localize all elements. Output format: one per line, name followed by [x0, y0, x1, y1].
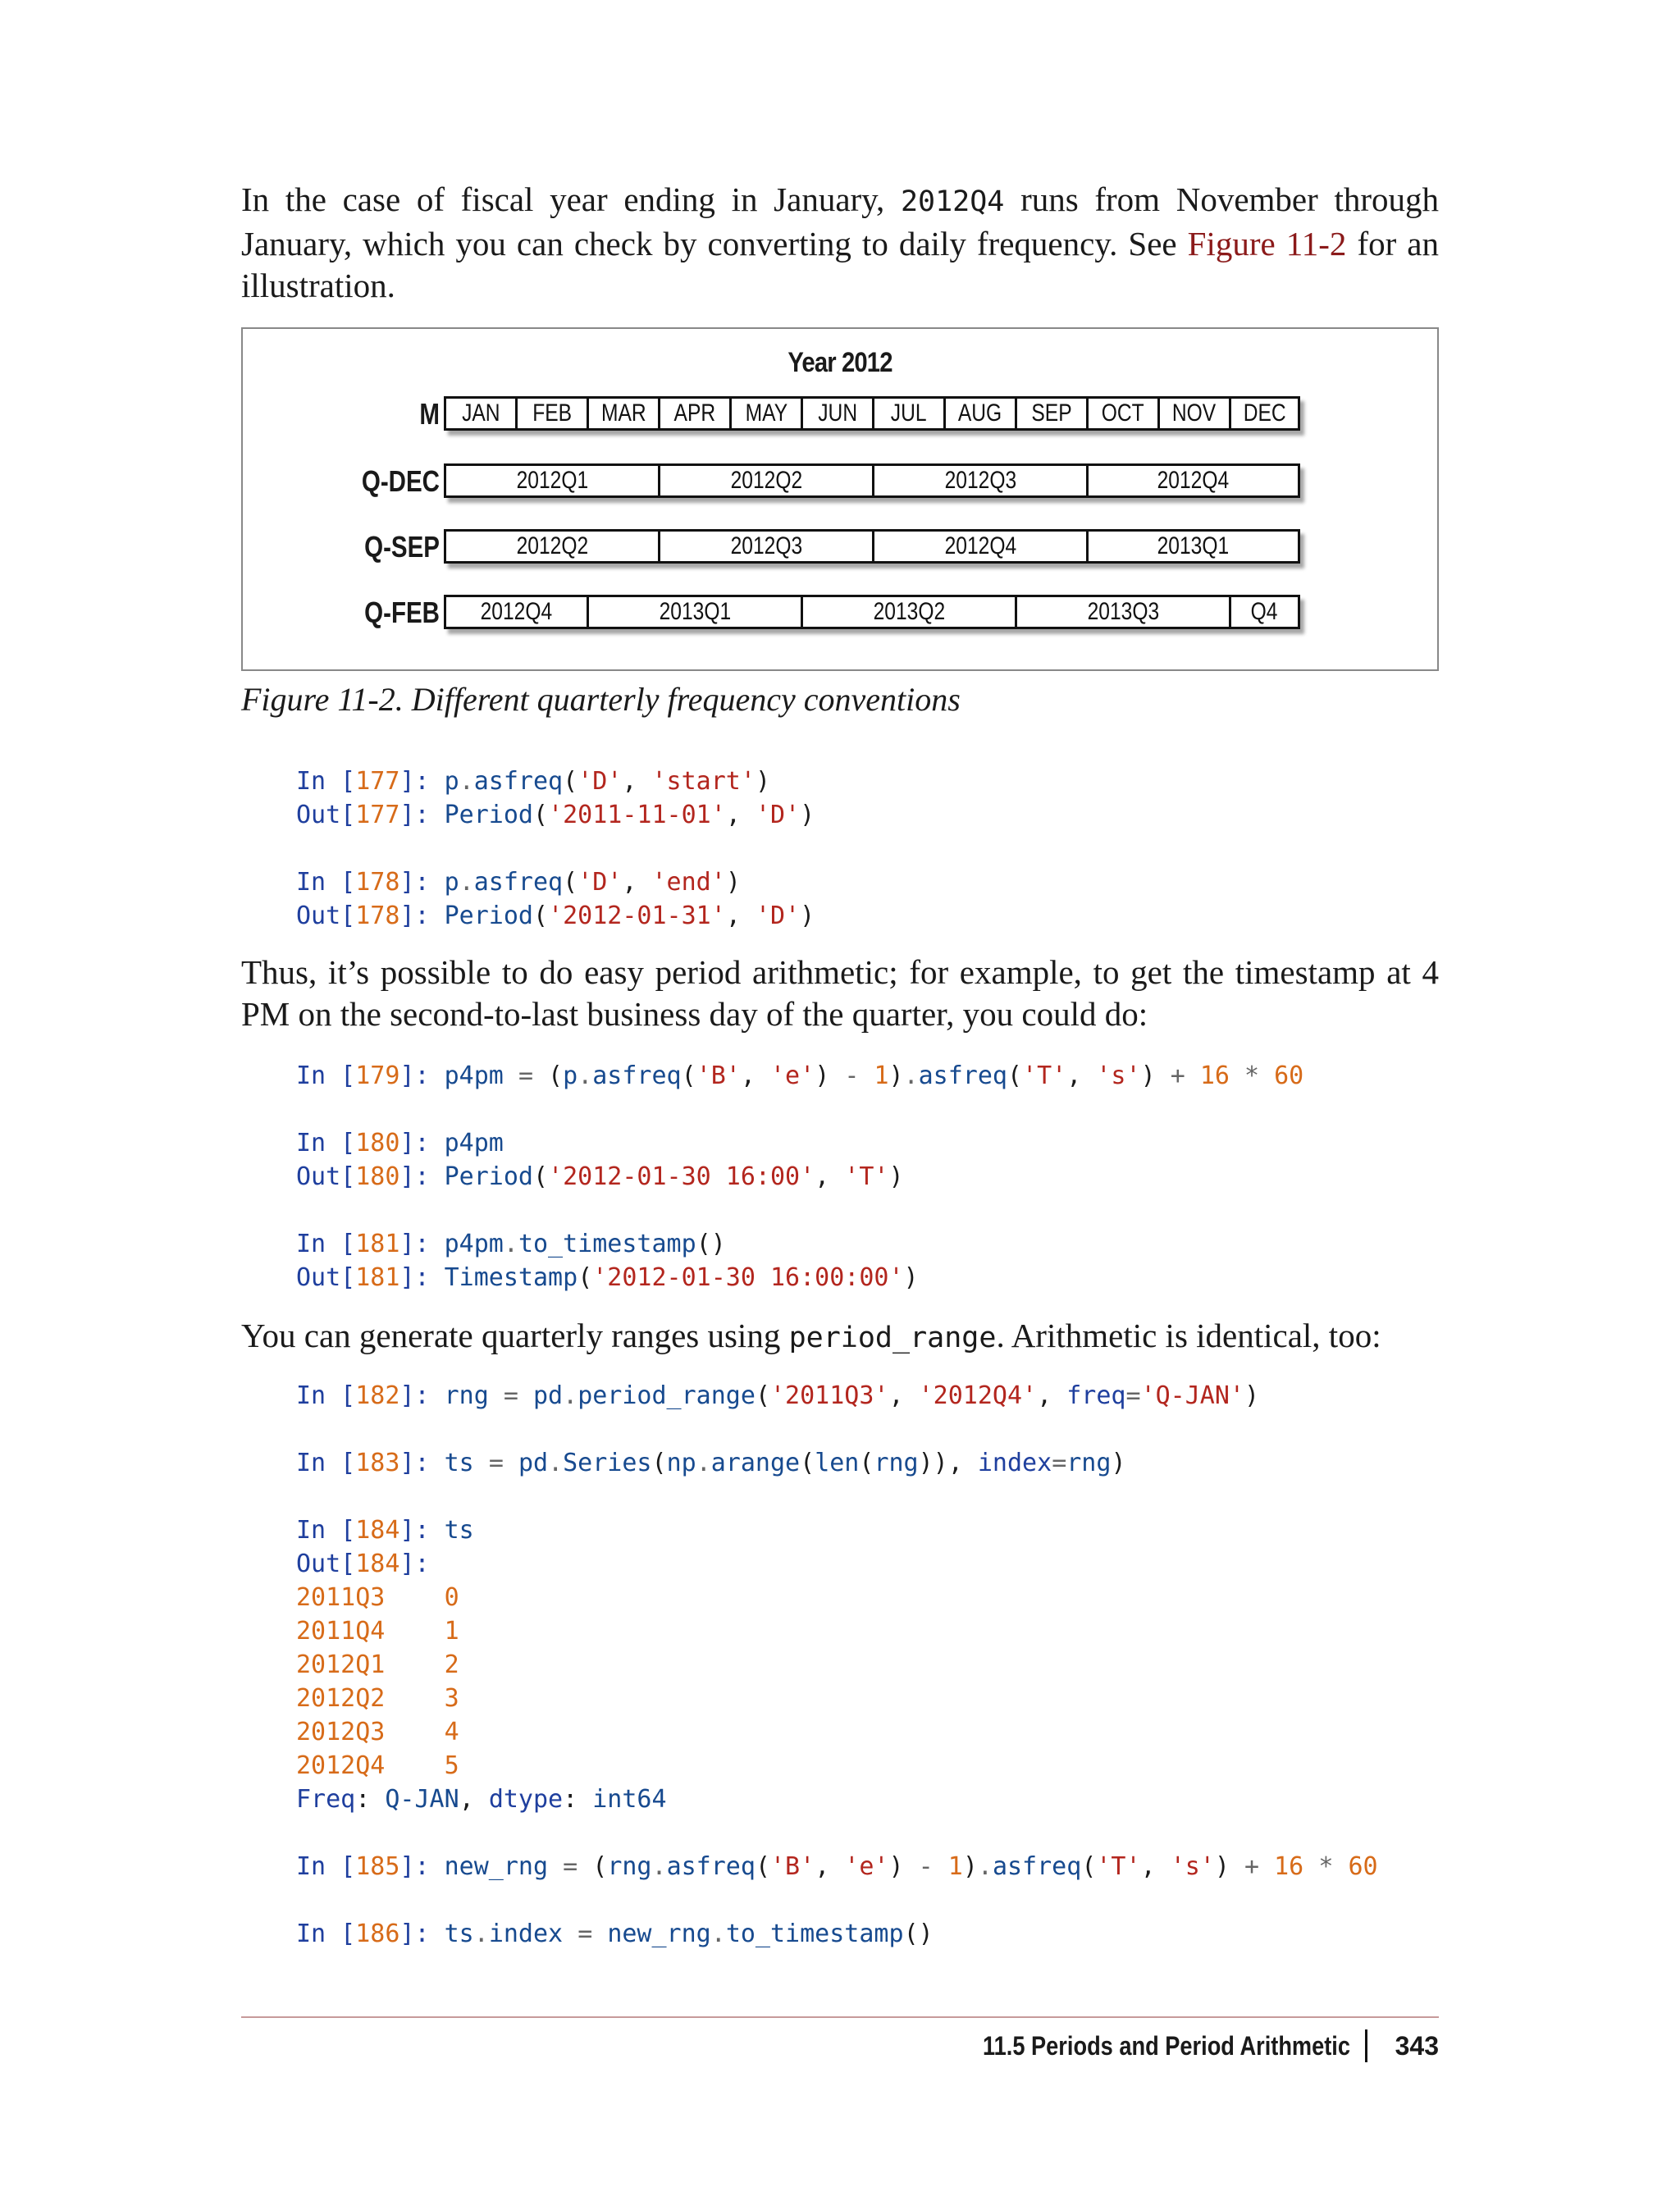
page-number: 343 — [1395, 2030, 1439, 2061]
quarter-cell: 2012Q1 — [446, 466, 660, 495]
quarter-cell: 2012Q2 — [660, 466, 874, 495]
quarter-cell: 2012Q3 — [660, 532, 874, 561]
q-dec-bar — [444, 463, 1300, 498]
page-footer — [918, 2029, 1439, 2062]
quarter-cell: 2013Q1 — [589, 597, 803, 627]
figure-caption: Figure 11-2. Different quarterly frequency conventions — [241, 681, 961, 718]
month-cell: JUL — [874, 399, 946, 428]
inline-code: period_range — [788, 1322, 997, 1354]
row-label-q-sep: Q-SEP — [364, 530, 440, 564]
quarter-cell: 2013Q3 — [1017, 597, 1231, 627]
intro-paragraph: In the case of fiscal year ending in January, 2012Q4 runs from November through January, which you can check by converting to daily frequency. See Figure 11-2 for an illustration. — [241, 180, 1440, 304]
inline-code: 2012Q4 — [900, 185, 1005, 218]
month-cell: JAN — [446, 399, 518, 428]
period-range-paragraph: You can generate quarterly ranges using period_range. Arithmetic is identical, too: — [241, 1317, 1381, 1354]
month-cell: MAY — [732, 399, 803, 428]
figure-title: Year 2012 — [788, 347, 892, 378]
month-cell: NOV — [1160, 399, 1231, 428]
q-feb-bar — [444, 595, 1300, 629]
footer-separator — [1365, 2029, 1367, 2062]
month-cell: SEP — [1017, 399, 1089, 428]
quarter-cell: 2012Q4 — [1157, 467, 1230, 494]
month-cell: APR — [660, 399, 732, 428]
q-sep-bar — [444, 529, 1300, 564]
quarter-cell: 2012Q3 — [874, 466, 1089, 495]
month-cell: OCT — [1089, 399, 1160, 428]
row-label-q-dec: Q-DEC — [361, 464, 440, 498]
footer-section-title: 11.5 Periods and Period Arithmetic — [982, 2030, 1350, 2061]
month-cell: AUG — [946, 399, 1017, 428]
quarter-cell: 2012Q2 — [446, 532, 660, 561]
month-cell: MAR — [589, 399, 660, 428]
footer-rule — [241, 2016, 1439, 2018]
month-cell: FEB — [518, 399, 589, 428]
row-label-q-feb: Q-FEB — [364, 596, 440, 629]
figure-quarterly-conventions — [241, 327, 1439, 671]
quarter-cell: 2013Q1 — [1157, 532, 1230, 559]
quarter-cell: 2012Q4 — [874, 532, 1089, 561]
arithmetic-paragraph: Thus, it’s possible to do easy period arithmetic; for example, to get the timestamp at 4 PM on the second-to-last business day of the quarter, you could do: — [241, 953, 1439, 1033]
quarter-cell: 2012Q4 — [446, 597, 589, 627]
quarter-cell: 2013Q2 — [803, 597, 1017, 627]
month-cell: DEC — [1243, 399, 1286, 427]
code-block-asfreq: In [177]: p.asfreq('D', 'start') Out[177]: Period('2011-11-01', 'D') In [178]: p.asfreq('D', 'end') Out[178]: Period('2012-01-31', 'D') — [296, 767, 815, 930]
quarter-cell: Q4 — [1251, 598, 1278, 625]
row-label-m: M — [419, 397, 440, 431]
figure-link[interactable]: Figure 11-2 — [1187, 225, 1347, 262]
month-bar — [444, 396, 1300, 431]
code-block-p4pm: In [179]: p4pm = (p.asfreq('B', 'e') - 1).asfreq('T', 's') + 16 * 60 In [180]: p4pm Out[180]: Period('2012-01-30 16:00', 'T') In [181]: p4pm.to_timestamp() Out[181]: Timestamp('2012-01-30 16:00:00') — [296, 1061, 1304, 1292]
month-cell: JUN — [803, 399, 874, 428]
code-block-period-range: In [182]: rng = pd.period_range('2011Q3', '2012Q4', freq='Q-JAN') In [183]: ts = pd.Series(np.arange(len(rng)), index=rng) In [184]: ts Out[184]: 2011Q3 0 2011Q4 1 2012Q1 2 2012Q2 3 2012Q3 4 2012Q4 5 Freq: Q-JAN, dtype: int64 In [185]: new_rng = (rng.asfreq('B', 'e') - 1).asfreq('T', 's') + 16 * 60 In [186]: ts.index = new_rng.to_timestamp() — [296, 1381, 1378, 1948]
